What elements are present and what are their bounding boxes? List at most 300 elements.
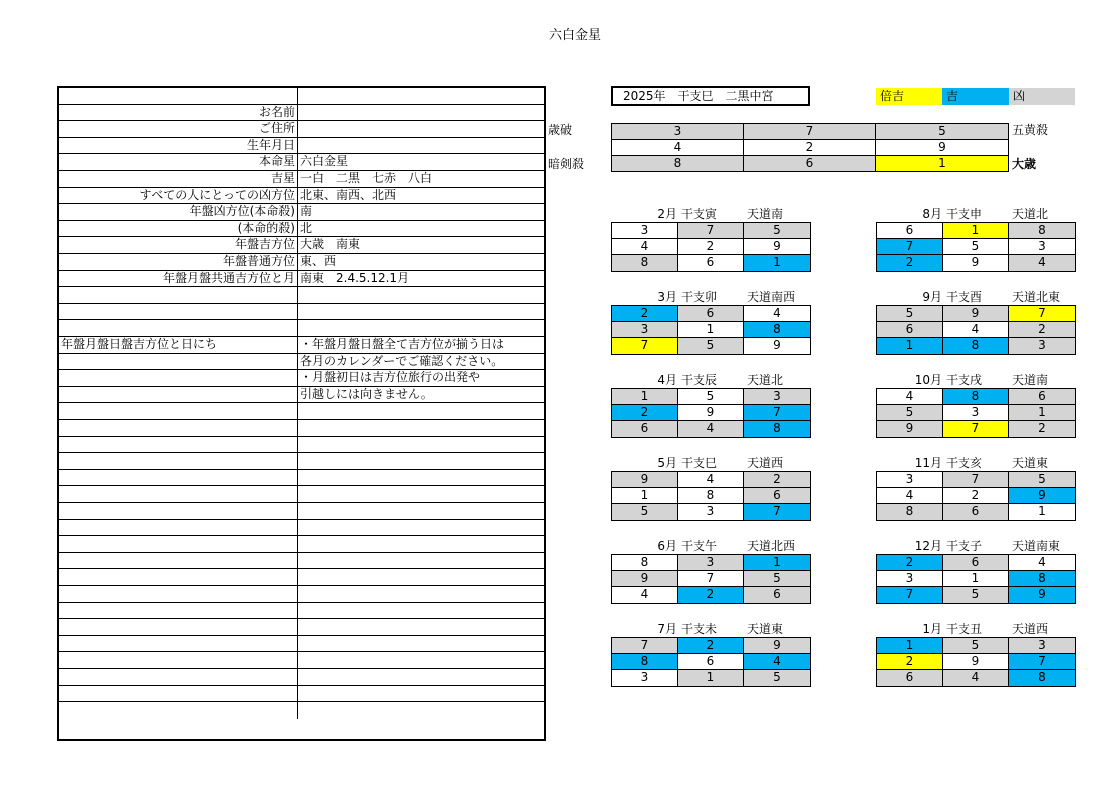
profile-row xyxy=(59,486,544,503)
profile-key xyxy=(59,603,297,619)
month-grid-cell: 6 xyxy=(678,255,744,271)
month-label: 4月 xyxy=(657,373,677,387)
profile-key xyxy=(59,453,297,469)
profile-key xyxy=(59,354,297,370)
month-grid-cell: 4 xyxy=(744,306,810,321)
month-grid xyxy=(876,306,1076,355)
month-tendo: 天道南東 xyxy=(1012,539,1061,553)
month-grid-cell: 1 xyxy=(1009,504,1075,520)
month-grid-cell: 5 xyxy=(744,571,810,586)
year-board-cell: 3 xyxy=(612,124,744,139)
month-grid-row xyxy=(612,488,810,504)
profile-row xyxy=(59,221,544,238)
profile-key xyxy=(59,569,297,585)
month-grid-cell: 8 xyxy=(1009,571,1075,586)
month-grid xyxy=(611,223,811,272)
month-label: 5月 xyxy=(657,456,677,470)
profile-key: 年盤普通方位 xyxy=(222,254,295,268)
month-grid-cell: 2 xyxy=(943,488,1009,503)
profile-value xyxy=(297,486,544,502)
profile-value xyxy=(297,403,544,419)
month-grid-row xyxy=(877,504,1075,520)
month-grid-cell: 5 xyxy=(877,306,943,321)
month-label: 9月 xyxy=(922,290,942,304)
profile-value xyxy=(297,619,544,635)
month-grid-cell: 4 xyxy=(612,239,678,254)
year-board xyxy=(611,123,1009,172)
month-label: 1月 xyxy=(922,622,942,636)
year-board-cell: 1 xyxy=(876,156,1008,171)
profile-key xyxy=(59,370,297,386)
profile-row xyxy=(59,503,544,520)
month-grid-row xyxy=(612,405,810,421)
month-grid-cell: 5 xyxy=(943,638,1009,653)
month-tendo: 天道南 xyxy=(1012,373,1049,387)
profile-row xyxy=(59,702,544,719)
month-grid-cell: 2 xyxy=(612,405,678,420)
profile-row xyxy=(59,520,544,537)
profile-row xyxy=(59,586,544,603)
month-grid-cell: 6 xyxy=(612,421,678,437)
month-grid-cell: 9 xyxy=(877,421,943,437)
month-grid-cell: 5 xyxy=(678,338,744,354)
month-grid-cell: 8 xyxy=(612,654,678,669)
profile-key xyxy=(59,553,297,569)
profile-key xyxy=(59,503,297,519)
month-grid-row xyxy=(612,571,810,587)
profile-key: 年盤月盤共通吉方位と月 xyxy=(162,270,295,285)
profile-value: 大歳 南東 xyxy=(297,237,544,253)
month-grid-cell: 1 xyxy=(1009,405,1075,420)
month-grid-cell: 7 xyxy=(943,472,1009,487)
profile-key xyxy=(59,586,297,602)
month-grid-cell: 6 xyxy=(678,654,744,669)
month-board xyxy=(611,538,811,604)
month-grid-cell: 8 xyxy=(744,421,810,437)
month-grid-cell: 5 xyxy=(943,587,1009,603)
month-grid-cell: 7 xyxy=(1009,306,1075,321)
month-grid-cell: 7 xyxy=(612,638,678,653)
month-grid-cell: 4 xyxy=(744,654,810,669)
legend-kichi: 吉 xyxy=(942,88,1009,105)
month-grid-row xyxy=(877,239,1075,255)
profile-key xyxy=(59,287,297,303)
month-grid-cell: 5 xyxy=(612,504,678,520)
month-header xyxy=(876,206,1076,223)
month-label: 2月 xyxy=(657,207,677,221)
profile-row xyxy=(59,171,544,188)
profile-key xyxy=(59,320,297,336)
month-grid-cell: 8 xyxy=(678,488,744,503)
profile-key: 吉星 xyxy=(270,171,295,185)
profile-key xyxy=(59,486,297,502)
profile-value xyxy=(297,437,544,453)
month-grid-cell: 4 xyxy=(678,421,744,437)
profile-row xyxy=(59,287,544,304)
profile-key xyxy=(59,636,297,652)
month-board xyxy=(611,621,811,687)
profile-row xyxy=(59,105,544,122)
month-board xyxy=(611,206,811,272)
profile-key: 年盤吉方位 xyxy=(234,237,295,252)
profile-value xyxy=(297,520,544,536)
profile-value xyxy=(297,320,544,336)
month-grid-row xyxy=(877,638,1075,654)
month-grid-cell: 1 xyxy=(943,223,1009,238)
month-grid-cell: 9 xyxy=(744,239,810,254)
month-grid-cell: 7 xyxy=(678,571,744,586)
year-left-label: 暗剣殺 xyxy=(548,157,585,171)
year-right-label: 大歳 xyxy=(1012,157,1037,171)
profile-key xyxy=(59,437,297,453)
profile-row xyxy=(59,337,544,354)
month-eto: 干支戌 xyxy=(946,373,983,387)
profile-key: (本命的殺) xyxy=(237,220,295,235)
month-grid-cell: 8 xyxy=(943,389,1009,404)
month-grid-cell: 8 xyxy=(744,322,810,337)
month-grid-row xyxy=(877,322,1075,338)
month-grid-row xyxy=(612,670,810,686)
profile-value: 北東、南西、北西 xyxy=(297,188,544,204)
profile-row xyxy=(59,320,544,337)
profile-key: 生年月日 xyxy=(246,137,295,152)
profile-key: ご住所 xyxy=(258,121,295,136)
month-grid-cell: 6 xyxy=(678,306,744,321)
month-header xyxy=(876,621,1076,638)
month-grid-cell: 5 xyxy=(877,405,943,420)
month-eto: 干支未 xyxy=(681,622,718,636)
month-grid xyxy=(611,638,811,687)
month-grid-cell: 6 xyxy=(1009,389,1075,404)
month-eto: 干支子 xyxy=(946,539,983,553)
profile-key: 本命星 xyxy=(258,154,295,169)
month-grid-cell: 4 xyxy=(1009,255,1075,271)
profile-row xyxy=(59,420,544,437)
month-label: 12月 xyxy=(914,539,942,553)
month-grid-cell: 9 xyxy=(744,338,810,354)
month-board xyxy=(876,206,1076,272)
profile-value: 東、西 xyxy=(297,254,544,270)
month-board xyxy=(876,538,1076,604)
month-grid-cell: 8 xyxy=(1009,670,1075,686)
profile-row xyxy=(59,636,544,653)
month-grid-cell: 5 xyxy=(943,239,1009,254)
profile-value xyxy=(297,603,544,619)
month-grid-row xyxy=(877,389,1075,405)
month-grid-cell: 1 xyxy=(678,322,744,337)
month-grid-cell: 8 xyxy=(877,504,943,520)
month-grid-cell: 3 xyxy=(612,223,678,238)
month-grid-cell: 9 xyxy=(612,472,678,487)
month-eto: 干支午 xyxy=(681,539,718,553)
month-grid-cell: 9 xyxy=(744,638,810,653)
year-board-cell: 6 xyxy=(744,156,876,171)
month-eto: 干支辰 xyxy=(681,373,718,387)
month-grid-row xyxy=(612,223,810,239)
month-tendo: 天道東 xyxy=(747,622,784,636)
profile-row xyxy=(59,204,544,221)
month-grid-row xyxy=(877,223,1075,239)
month-grid-cell: 2 xyxy=(678,587,744,603)
profile-value: 北 xyxy=(297,221,544,237)
month-grid-row xyxy=(612,338,810,354)
month-grid-row xyxy=(612,654,810,670)
profile-row xyxy=(59,470,544,487)
month-eto: 干支卯 xyxy=(681,290,718,304)
month-grid-cell: 7 xyxy=(1009,654,1075,669)
profile-value xyxy=(297,287,544,303)
month-grid-cell: 4 xyxy=(877,488,943,503)
month-label: 8月 xyxy=(922,207,942,221)
profile-row xyxy=(59,271,544,288)
profile-key xyxy=(59,520,297,536)
month-eto: 干支酉 xyxy=(946,290,983,304)
month-grid-row xyxy=(877,405,1075,421)
profile-key xyxy=(59,686,297,702)
month-grid-row xyxy=(612,587,810,603)
month-grid-cell: 2 xyxy=(877,555,943,570)
profile-row xyxy=(59,387,544,404)
month-tendo: 天道北 xyxy=(1012,207,1049,221)
month-board xyxy=(876,289,1076,355)
month-grid-cell: 7 xyxy=(678,223,744,238)
month-grid xyxy=(611,306,811,355)
month-grid-cell: 2 xyxy=(1009,421,1075,437)
month-grid-cell: 2 xyxy=(1009,322,1075,337)
month-header xyxy=(611,206,811,223)
legend-kyo: 凶 xyxy=(1009,88,1075,105)
month-grid-cell: 7 xyxy=(744,504,810,520)
month-grid-cell: 2 xyxy=(678,638,744,653)
month-grid-row xyxy=(612,421,810,437)
month-label: 11月 xyxy=(914,456,942,470)
profile-row xyxy=(59,437,544,454)
month-grid-cell: 5 xyxy=(744,670,810,686)
month-grid-row xyxy=(612,504,810,520)
month-grid-cell: 9 xyxy=(612,571,678,586)
year-board-cell: 4 xyxy=(612,140,744,155)
profile-key xyxy=(59,652,297,668)
profile-value xyxy=(297,121,544,137)
month-grid-cell: 2 xyxy=(612,306,678,321)
month-grid xyxy=(611,472,811,521)
profile-key xyxy=(59,387,297,403)
year-board-cell: 9 xyxy=(876,140,1008,155)
profile-key xyxy=(59,403,297,419)
profile-value xyxy=(297,702,544,719)
month-grid-cell: 3 xyxy=(678,504,744,520)
profile-value xyxy=(297,503,544,519)
month-grid-cell: 3 xyxy=(1009,638,1075,653)
month-grid-cell: 7 xyxy=(943,421,1009,437)
profile-key: すべての人にとっての凶方位 xyxy=(139,187,295,202)
month-grid-row xyxy=(877,488,1075,504)
legend-baikichi: 倍吉 xyxy=(876,88,942,105)
month-grid xyxy=(876,389,1076,438)
month-grid-row xyxy=(877,555,1075,571)
month-board xyxy=(611,289,811,355)
month-tendo: 天道西 xyxy=(1012,622,1049,636)
month-grid-cell: 1 xyxy=(877,638,943,653)
profile-row xyxy=(59,370,544,387)
profile-value xyxy=(297,88,544,104)
month-grid-cell: 3 xyxy=(1009,338,1075,354)
month-grid-cell: 6 xyxy=(943,504,1009,520)
month-label: 3月 xyxy=(657,290,677,304)
month-grid-cell: 6 xyxy=(744,587,810,603)
month-grid xyxy=(611,389,811,438)
month-label: 7月 xyxy=(657,622,677,636)
month-tendo: 天道北 xyxy=(747,373,784,387)
month-board xyxy=(611,372,811,438)
profile-value xyxy=(297,669,544,685)
month-grid-cell: 8 xyxy=(612,555,678,570)
month-grid-cell: 3 xyxy=(877,472,943,487)
month-eto: 干支丑 xyxy=(946,622,983,636)
month-grid-row xyxy=(877,654,1075,670)
month-grid-cell: 3 xyxy=(744,389,810,404)
month-grid-row xyxy=(612,472,810,488)
year-board-row xyxy=(612,156,1008,171)
month-grid-cell: 3 xyxy=(943,405,1009,420)
month-grid-row xyxy=(877,421,1075,437)
profile-row xyxy=(59,536,544,553)
profile-value: 南東 2.4.5.12.1月 xyxy=(297,271,544,287)
month-header xyxy=(611,372,811,389)
profile-value xyxy=(297,636,544,652)
month-grid-row xyxy=(612,638,810,654)
profile-row xyxy=(59,403,544,420)
month-header xyxy=(876,289,1076,306)
month-header xyxy=(876,372,1076,389)
profile-value xyxy=(297,586,544,602)
month-grid-cell: 1 xyxy=(744,555,810,570)
profile-row xyxy=(59,354,544,371)
profile-value xyxy=(297,652,544,668)
profile-row xyxy=(59,619,544,636)
month-grid-cell: 1 xyxy=(612,389,678,404)
month-grid-cell: 3 xyxy=(877,571,943,586)
month-grid-row xyxy=(612,555,810,571)
month-grid-row xyxy=(877,255,1075,271)
profile-key xyxy=(59,420,297,436)
profile-value xyxy=(297,105,544,121)
year-right-label: 五黄殺 xyxy=(1012,123,1049,137)
month-grid-cell: 8 xyxy=(943,338,1009,354)
month-header xyxy=(611,621,811,638)
month-grid-cell: 2 xyxy=(877,654,943,669)
month-tendo: 天道北西 xyxy=(747,539,796,553)
month-grid-cell: 7 xyxy=(877,587,943,603)
month-grid-cell: 3 xyxy=(1009,239,1075,254)
profile-row xyxy=(59,686,544,703)
month-board xyxy=(876,621,1076,687)
profile-row xyxy=(59,669,544,686)
profile-key: お名前 xyxy=(258,104,295,119)
month-board xyxy=(876,372,1076,438)
profile-value xyxy=(297,470,544,486)
month-grid-cell: 3 xyxy=(612,670,678,686)
month-grid-cell: 4 xyxy=(877,389,943,404)
profile-value: 一白 二黒 七赤 八白 xyxy=(297,171,544,187)
month-grid-cell: 6 xyxy=(943,555,1009,570)
profile-key xyxy=(59,88,297,104)
month-grid-cell: 2 xyxy=(678,239,744,254)
profile-row xyxy=(59,453,544,470)
profile-value xyxy=(297,453,544,469)
profile-value xyxy=(297,536,544,552)
month-tendo: 天道北東 xyxy=(1012,290,1061,304)
profile-key xyxy=(59,669,297,685)
profile-value xyxy=(297,686,544,702)
month-header xyxy=(611,455,811,472)
month-grid-row xyxy=(877,306,1075,322)
month-grid-row xyxy=(877,338,1075,354)
profile-value xyxy=(297,569,544,585)
month-grid-cell: 7 xyxy=(744,405,810,420)
month-grid xyxy=(876,638,1076,687)
month-grid-row xyxy=(877,571,1075,587)
month-grid-cell: 9 xyxy=(678,405,744,420)
profile-row xyxy=(59,254,544,271)
month-grid-cell: 2 xyxy=(744,472,810,487)
month-grid xyxy=(611,555,811,604)
profile-row xyxy=(59,569,544,586)
month-grid-cell: 1 xyxy=(678,670,744,686)
month-tendo: 天道南西 xyxy=(747,290,796,304)
year-board-row xyxy=(612,140,1008,156)
profile-key: 年盤月盤日盤吉方位と日にち xyxy=(61,337,218,351)
profile-row xyxy=(59,188,544,205)
month-grid-cell: 5 xyxy=(744,223,810,238)
year-board-cell: 7 xyxy=(744,124,876,139)
year-board-row xyxy=(612,124,1008,140)
profile-key xyxy=(59,304,297,320)
profile-value xyxy=(297,138,544,154)
month-grid-cell: 4 xyxy=(943,670,1009,686)
profile-row xyxy=(59,237,544,254)
profile-value: ・年盤月盤日盤全て吉方位が揃う日は xyxy=(297,337,544,353)
month-grid-cell: 3 xyxy=(678,555,744,570)
profile-row xyxy=(59,138,544,155)
month-tendo: 天道南 xyxy=(747,207,784,221)
month-grid-cell: 1 xyxy=(744,255,810,271)
month-grid-cell: 4 xyxy=(943,322,1009,337)
year-left-label: 歳破 xyxy=(548,123,573,137)
month-grid-row xyxy=(612,306,810,322)
month-grid-cell: 9 xyxy=(1009,488,1075,503)
month-label: 10月 xyxy=(914,373,942,387)
month-grid-cell: 4 xyxy=(1009,555,1075,570)
month-grid-cell: 4 xyxy=(612,587,678,603)
profile-row xyxy=(59,121,544,138)
month-grid-cell: 7 xyxy=(612,338,678,354)
month-grid-cell: 5 xyxy=(678,389,744,404)
month-board xyxy=(876,455,1076,521)
month-grid-row xyxy=(612,255,810,271)
month-eto: 干支亥 xyxy=(946,456,983,470)
month-eto: 干支巳 xyxy=(681,456,718,470)
profile-key xyxy=(59,619,297,635)
month-grid-cell: 3 xyxy=(612,322,678,337)
month-grid-cell: 6 xyxy=(877,670,943,686)
year-board-cell: 8 xyxy=(612,156,744,171)
profile-value: 南 xyxy=(297,204,544,220)
profile-value: 六白金星 xyxy=(297,154,544,170)
month-grid-cell: 6 xyxy=(877,322,943,337)
profile-key xyxy=(59,702,297,719)
profile-value: ・月盤初日は吉方位旅行の出発や xyxy=(297,370,544,386)
